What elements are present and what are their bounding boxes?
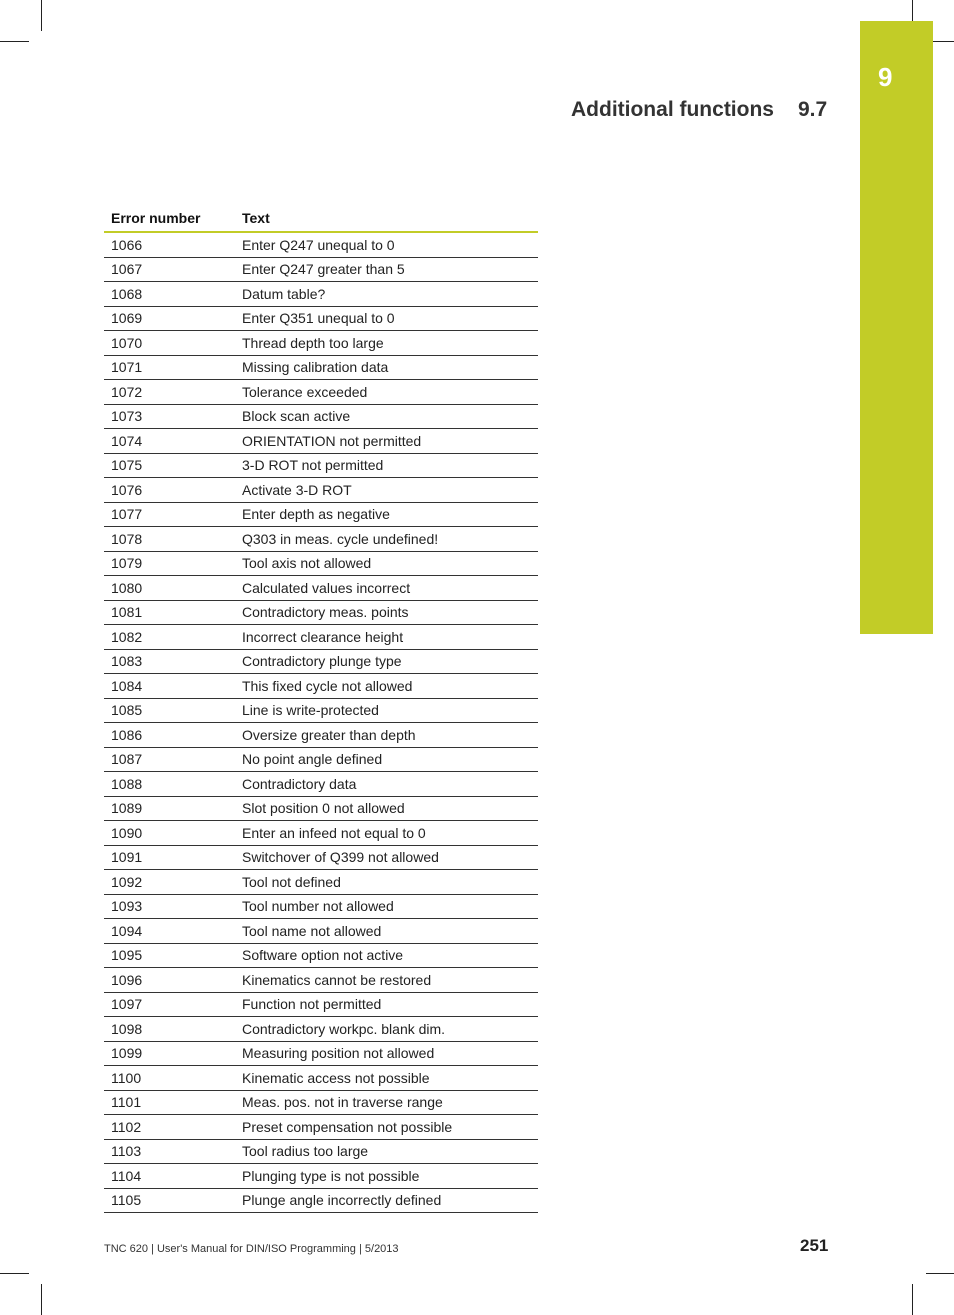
crop-mark — [41, 0, 42, 31]
table-row — [104, 1139, 538, 1164]
error-number-cell: 1102 — [104, 1115, 235, 1140]
table-row — [104, 232, 538, 257]
error-number-cell: 1074 — [104, 429, 235, 454]
error-text-cell: ORIENTATION not permitted — [235, 429, 538, 454]
table-row — [104, 1041, 538, 1066]
error-number-cell: 1068 — [104, 282, 235, 307]
error-number-cell: 1094 — [104, 919, 235, 944]
table-row — [104, 723, 538, 748]
error-number-cell: 1086 — [104, 723, 235, 748]
table-row — [104, 625, 538, 650]
table-row — [104, 1066, 538, 1091]
page-number: 251 — [800, 1236, 829, 1255]
chapter-number: 9 — [878, 62, 893, 92]
error-text-cell: Switchover of Q399 not allowed — [235, 845, 538, 870]
error-number-cell: 1078 — [104, 527, 235, 552]
error-text-cell: Line is write-protected — [235, 698, 538, 723]
error-text-cell: Slot position 0 not allowed — [235, 796, 538, 821]
error-text-cell: Enter depth as negative — [235, 502, 538, 527]
error-number-cell: 1100 — [104, 1066, 235, 1091]
error-number-cell: 1067 — [104, 257, 235, 282]
error-text-cell: Datum table? — [235, 282, 538, 307]
table-row — [104, 453, 538, 478]
footer-text: TNC 620 | User's Manual for DIN/ISO Programming | 5/2013 — [104, 1243, 399, 1255]
error-number-cell: 1103 — [104, 1139, 235, 1164]
table-row — [104, 870, 538, 895]
error-number-cell: 1071 — [104, 355, 235, 380]
error-text-cell: This fixed cycle not allowed — [235, 674, 538, 699]
error-number-cell: 1090 — [104, 821, 235, 846]
error-text-cell: Tool axis not allowed — [235, 551, 538, 576]
error-number-cell: 1066 — [104, 232, 235, 257]
error-text-cell: Measuring position not allowed — [235, 1041, 538, 1066]
error-text-cell: Contradictory data — [235, 772, 538, 797]
error-number-cell: 1097 — [104, 992, 235, 1017]
error-text-cell: Tool not defined — [235, 870, 538, 895]
table-row — [104, 649, 538, 674]
section-number: 9.7 — [797, 98, 828, 121]
error-text-cell: No point angle defined — [235, 747, 538, 772]
chapter-tab — [860, 21, 933, 634]
error-number-cell: 1083 — [104, 649, 235, 674]
error-text-cell: Enter Q247 unequal to 0 — [235, 232, 538, 257]
error-text-cell: Enter Q247 greater than 5 — [235, 257, 538, 282]
crop-mark — [41, 1284, 42, 1315]
error-number-cell: 1087 — [104, 747, 235, 772]
table-row — [104, 796, 538, 821]
table-row — [104, 257, 538, 282]
error-number-cell: 1096 — [104, 968, 235, 993]
table-row — [104, 527, 538, 552]
error-number-cell: 1084 — [104, 674, 235, 699]
error-number-cell: 1070 — [104, 331, 235, 356]
error-number-cell: 1098 — [104, 1017, 235, 1042]
error-text-cell: Tolerance exceeded — [235, 380, 538, 405]
table-row — [104, 355, 538, 380]
table-row — [104, 747, 538, 772]
table-row — [104, 306, 538, 331]
table-row — [104, 404, 538, 429]
error-text-cell: Function not permitted — [235, 992, 538, 1017]
table-row — [104, 1164, 538, 1189]
table-row — [104, 894, 538, 919]
error-number-cell: 1072 — [104, 380, 235, 405]
table-row — [104, 282, 538, 307]
error-text-cell: Block scan active — [235, 404, 538, 429]
error-number-cell: 1085 — [104, 698, 235, 723]
table-row — [104, 821, 538, 846]
table-row — [104, 429, 538, 454]
table-row — [104, 551, 538, 576]
crop-mark — [912, 0, 913, 21]
column-header-text: Text — [235, 207, 538, 232]
error-text-cell: Preset compensation not possible — [235, 1115, 538, 1140]
error-text-cell: 3-D ROT not permitted — [235, 453, 538, 478]
crop-mark — [0, 41, 29, 42]
crop-mark — [912, 1284, 913, 1315]
table-row — [104, 943, 538, 968]
error-text-cell: Enter an infeed not equal to 0 — [235, 821, 538, 846]
crop-mark — [926, 1273, 954, 1274]
error-text-cell: Activate 3-D ROT — [235, 478, 538, 503]
error-number-cell: 1080 — [104, 576, 235, 601]
table-row — [104, 772, 538, 797]
error-text-cell: Tool name not allowed — [235, 919, 538, 944]
error-text-cell: Oversize greater than depth — [235, 723, 538, 748]
error-text-cell: Meas. pos. not in traverse range — [235, 1090, 538, 1115]
error-text-cell: Incorrect clearance height — [235, 625, 538, 650]
error-text-cell: Contradictory plunge type — [235, 649, 538, 674]
table-row — [104, 992, 538, 1017]
table-row — [104, 1115, 538, 1140]
error-text-cell: Plunge angle incorrectly defined — [235, 1188, 538, 1213]
error-table — [104, 207, 538, 1213]
error-number-cell: 1092 — [104, 870, 235, 895]
error-text-cell: Q303 in meas. cycle undefined! — [235, 527, 538, 552]
table-row — [104, 600, 538, 625]
error-text-cell: Plunging type is not possible — [235, 1164, 538, 1189]
error-number-cell: 1104 — [104, 1164, 235, 1189]
error-text-cell: Missing calibration data — [235, 355, 538, 380]
error-number-cell: 1095 — [104, 943, 235, 968]
error-number-cell: 1105 — [104, 1188, 235, 1213]
error-text-cell: Kinematics cannot be restored — [235, 968, 538, 993]
table-body — [104, 232, 538, 1213]
error-number-cell: 1093 — [104, 894, 235, 919]
table-header-row — [104, 207, 538, 232]
error-text-cell: Enter Q351 unequal to 0 — [235, 306, 538, 331]
table-row — [104, 1188, 538, 1213]
error-text-cell: Contradictory workpc. blank dim. — [235, 1017, 538, 1042]
error-number-cell: 1099 — [104, 1041, 235, 1066]
table-row — [104, 845, 538, 870]
error-number-cell: 1079 — [104, 551, 235, 576]
crop-mark — [0, 1273, 29, 1274]
error-number-cell: 1089 — [104, 796, 235, 821]
table-row — [104, 919, 538, 944]
error-number-cell: 1088 — [104, 772, 235, 797]
error-number-cell: 1101 — [104, 1090, 235, 1115]
table-row — [104, 674, 538, 699]
error-text-cell: Software option not active — [235, 943, 538, 968]
table-row — [104, 331, 538, 356]
table-row — [104, 502, 538, 527]
table-row — [104, 1017, 538, 1042]
error-number-cell: 1091 — [104, 845, 235, 870]
error-text-cell: Contradictory meas. points — [235, 600, 538, 625]
error-text-cell: Calculated values incorrect — [235, 576, 538, 601]
error-text-cell: Tool number not allowed — [235, 894, 538, 919]
error-text-cell: Kinematic access not possible — [235, 1066, 538, 1091]
table-row — [104, 380, 538, 405]
table-row — [104, 698, 538, 723]
error-number-cell: 1076 — [104, 478, 235, 503]
error-number-cell: 1069 — [104, 306, 235, 331]
error-text-cell: Tool radius too large — [235, 1139, 538, 1164]
error-text-cell: Thread depth too large — [235, 331, 538, 356]
table-row — [104, 576, 538, 601]
error-number-cell: 1081 — [104, 600, 235, 625]
column-header-error-number: Error number — [104, 207, 235, 232]
error-number-cell: 1082 — [104, 625, 235, 650]
error-number-cell: 1073 — [104, 404, 235, 429]
table-row — [104, 968, 538, 993]
error-number-cell: 1075 — [104, 453, 235, 478]
table-row — [104, 1090, 538, 1115]
section-header — [571, 98, 827, 122]
section-title: Additional functions — [571, 98, 774, 121]
error-number-cell: 1077 — [104, 502, 235, 527]
table-row — [104, 478, 538, 503]
